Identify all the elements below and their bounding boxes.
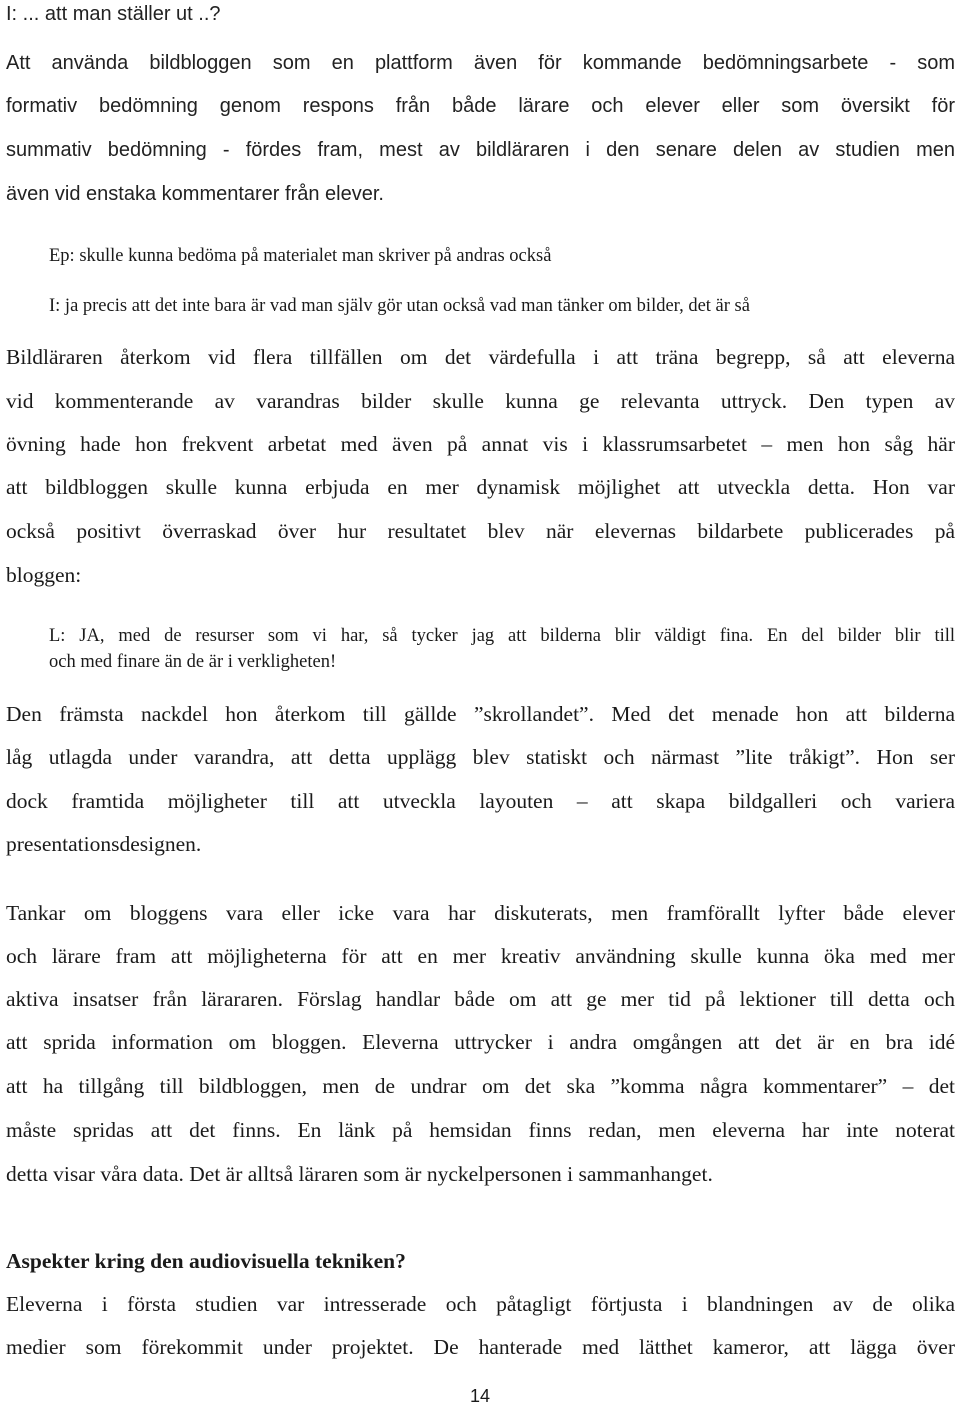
paragraph-line: presentationsdesignen.	[6, 832, 202, 856]
paragraph-line: aktiva insatser från lärararen. Förslag handlar både om att ge mer tid på lektioner till detta och	[6, 987, 955, 1011]
page-number: 14	[469, 1386, 491, 1406]
paragraph-line: formativ bedömning genom respons från både lärare och elever eller som översikt för	[6, 95, 955, 117]
paragraph-line: också positivt överraskad över hur resultatet blev när elevernas bildarbete publicerades på	[6, 519, 955, 543]
paragraph-line: Bildläraren återkom vid flera tillfällen om det värdefulla i att träna begrepp, så att eleverna	[6, 345, 955, 369]
paragraph-line: Att använda bildbloggen som en plattform även för kommande bedömningsarbete - som	[6, 52, 955, 74]
paragraph-line: bloggen:	[6, 563, 82, 587]
quote-line: Ep: skulle kunna bedöma på materialet man skriver på andras också	[49, 246, 552, 266]
paragraph-line: måste spridas att det finns. En länk på hemsidan finns redan, men eleverna har inte noterat	[6, 1118, 955, 1142]
paragraph-line: att sprida information om bloggen. Eleverna uttrycker i andra omgången att det är en bra idé	[6, 1030, 955, 1054]
paragraph-line: övning hade hon frekvent arbetat med även på annat vis i klassrumsarbetet – men hon såg här	[6, 432, 955, 456]
quote-line: I: ja precis att det inte bara är vad man själv gör utan också vad man tänker om bilder, det är så	[49, 296, 750, 316]
paragraph-line: Eleverna i första studien var intresserade och påtagligt förtjusta i blandningen av de olika	[6, 1292, 955, 1316]
section-heading: Aspekter kring den audiovisuella tekniken?	[6, 1249, 406, 1273]
quote-line: och med finare än de är i verkligheten!	[49, 652, 337, 672]
paragraph-line: att bildbloggen skulle kunna erbjuda en mer dynamisk möjlighet att utveckla detta. Hon var	[6, 475, 955, 499]
quote-line: L: JA, med de resurser som vi har, så tycker jag att bilderna blir väldigt fina. En del bilder blir till	[49, 626, 955, 646]
paragraph-line: detta visar våra data. Det är alltså läraren som är nyckelpersonen i sammanhanget.	[6, 1162, 713, 1186]
interview-question: I: ... att man ställer ut ..?	[6, 3, 221, 25]
paragraph-line: även vid enstaka kommentarer från elever.	[6, 183, 384, 205]
paragraph-line: att ha tillgång till bildbloggen, men de undrar om det ska ”komma några kommentarer” – det	[6, 1074, 955, 1098]
paragraph-line: låg utlagda under varandra, att detta upplägg blev statiskt och närmast ”lite tråkigt”. Hon ser	[6, 745, 955, 769]
paragraph-line: och lärare fram att möjligheterna för att en mer kreativ användning skulle kunna öka med mer	[6, 944, 955, 968]
paragraph-line: vid kommenterande av varandras bilder skulle kunna ge relevanta uttryck. Den typen av	[6, 389, 955, 413]
paragraph-line: dock framtida möjligheter till att utveckla layouten – att skapa bildgalleri och variera	[6, 789, 955, 813]
paragraph-line: Tankar om bloggens vara eller icke vara har diskuterats, men framförallt lyfter både elever	[6, 901, 955, 925]
paragraph-line: Den främsta nackdel hon återkom till gällde ”skrollandet”. Med det menade hon att bilderna	[6, 702, 955, 726]
paragraph-line: summativ bedömning - fördes fram, mest av bildläraren i den senare delen av studien men	[6, 139, 955, 161]
paragraph-line: medier som förekommit under projektet. De hanterade med lätthet kameror, att lägga över	[6, 1335, 955, 1359]
